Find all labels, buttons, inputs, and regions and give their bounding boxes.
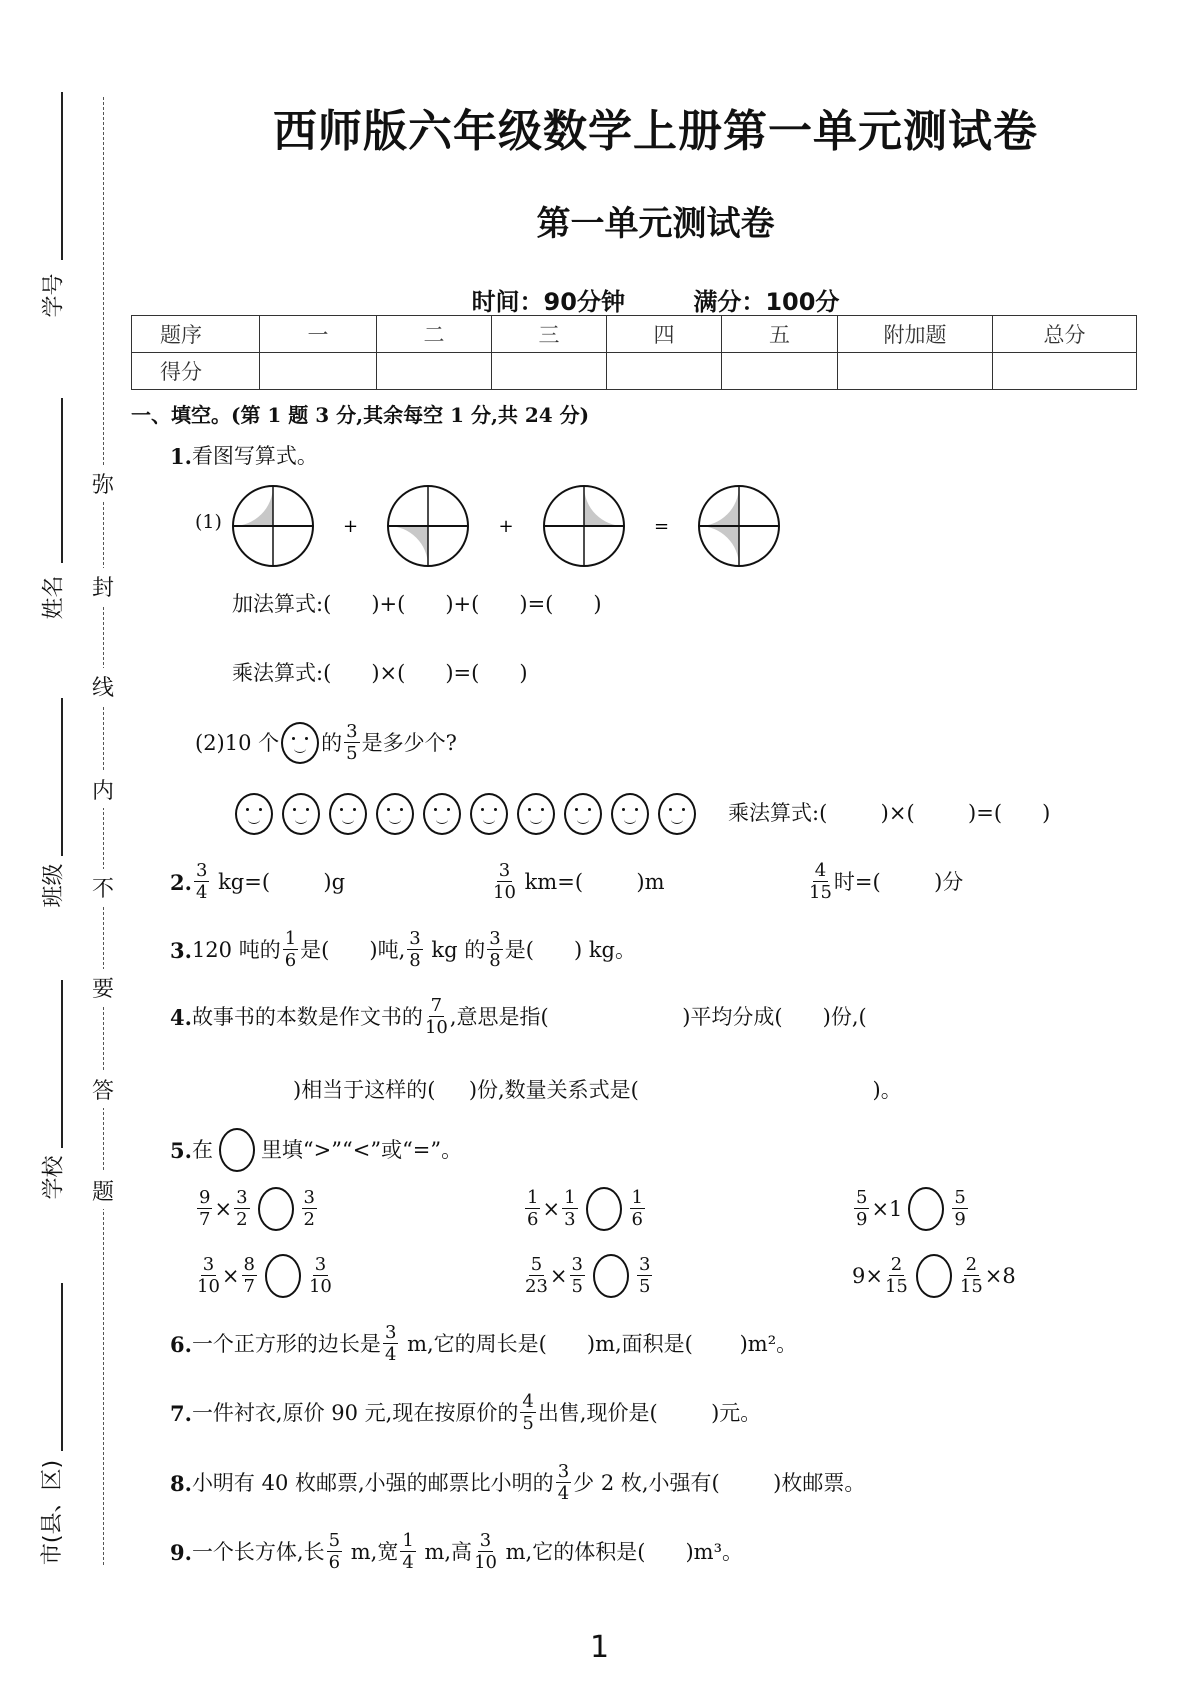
text: 是( )吨,: [300, 937, 406, 962]
score-table-cell[interactable]: [607, 353, 722, 390]
denominator: 6: [527, 1209, 539, 1230]
text: 120 吨的: [191, 937, 281, 962]
question-9: [170, 1532, 743, 1572]
denominator: 4: [384, 1344, 397, 1365]
fraction: [570, 1256, 585, 1296]
question-number: 8.: [170, 1470, 192, 1496]
numerator: 1: [284, 928, 297, 949]
denominator: 8: [489, 950, 501, 971]
fraction: [556, 1463, 571, 1503]
question-8: [170, 1463, 865, 1503]
fraction-circles-figure: [220, 480, 800, 572]
multiplication-formula: 乘法算式:( )×( )=( ): [232, 661, 528, 685]
page-number: 1: [590, 1630, 610, 1665]
fraction: [197, 1189, 212, 1229]
numerator: 3: [314, 1254, 327, 1275]
text: 少 2 枚,小强有( )枚邮票。: [573, 1470, 866, 1495]
score-table: [131, 315, 1137, 390]
denominator: 6: [328, 1552, 341, 1573]
denominator: 9: [954, 1209, 966, 1230]
text: ×8: [984, 1263, 1016, 1288]
text: )相当于这样的( )份,数量关系式是( )。: [253, 1078, 902, 1102]
score-table-header-cell: 一: [260, 316, 377, 353]
denominator: 23: [525, 1276, 548, 1297]
denominator: 5: [571, 1276, 583, 1297]
denominator: 5: [638, 1276, 651, 1297]
numerator: 1: [564, 1187, 576, 1208]
numerator: 7: [430, 995, 443, 1016]
smiley-icon: [658, 793, 696, 835]
text: ×1: [871, 1196, 903, 1221]
q1-part2: [195, 722, 457, 764]
comparison-circle: [219, 1128, 255, 1172]
fraction: [474, 1532, 497, 1572]
comparison-item: [852, 1187, 970, 1231]
denominator: 4: [195, 882, 208, 903]
question-1: [170, 446, 318, 467]
fraction: [525, 1256, 548, 1296]
question-5: [170, 1128, 462, 1172]
denominator: 10: [424, 1017, 448, 1038]
fraction: [425, 997, 448, 1037]
score-table-cell[interactable]: [993, 353, 1137, 390]
smiley-icon: [329, 793, 367, 835]
score-table-header-cell: 二: [377, 316, 492, 353]
seal-char: 弥: [92, 465, 114, 502]
text: m,宽: [344, 1539, 399, 1564]
denominator: 10: [493, 882, 516, 903]
numerator: 3: [489, 928, 501, 949]
comparison-item: [523, 1187, 647, 1231]
fraction: [407, 930, 422, 970]
question-number: 3.: [170, 937, 192, 963]
fraction: [562, 1189, 577, 1229]
sub-title: 第一单元测试卷: [536, 204, 775, 244]
fraction: [344, 723, 359, 763]
denominator: 2: [303, 1209, 315, 1230]
text: ,意思是指( )平均分成( )份,(: [449, 1004, 867, 1029]
fraction: [525, 1189, 540, 1229]
field-class: 班级: [41, 863, 67, 908]
score-table-header-cell: 总分: [993, 316, 1137, 353]
score-table-cell[interactable]: [260, 353, 377, 390]
text: 时=( )分: [833, 869, 964, 894]
numerator: 5: [328, 1530, 341, 1551]
fraction: [400, 1532, 415, 1572]
fraction: [630, 1189, 645, 1229]
fraction: [383, 1324, 398, 1364]
question-number: 1.: [170, 444, 192, 469]
operator: =: [653, 516, 670, 537]
numerator: 2: [965, 1254, 978, 1275]
numerator: 3: [195, 860, 208, 881]
smiley-row: [230, 793, 700, 835]
field-city: 市(县、区): [40, 1459, 66, 1566]
comparison-circle[interactable]: [258, 1187, 294, 1231]
seal-char: 要: [92, 969, 114, 1006]
comparison-item: [852, 1254, 1016, 1298]
comparison-circle[interactable]: [593, 1254, 629, 1298]
fraction: [327, 1532, 342, 1572]
denominator: 15: [959, 1276, 983, 1297]
text: kg 的: [424, 937, 486, 962]
text: ×: [221, 1263, 240, 1288]
denominator: 7: [243, 1276, 255, 1297]
margin-line: [61, 1283, 63, 1451]
fraction: [885, 1256, 908, 1296]
text: 一个长方体,长: [191, 1539, 325, 1564]
denominator: 5: [522, 1413, 534, 1434]
denominator: 9: [856, 1209, 868, 1230]
smiley-icon: [282, 793, 320, 835]
score-table-cell[interactable]: [838, 353, 993, 390]
question-number: 5.: [170, 1137, 192, 1163]
seal-char: 线: [92, 668, 114, 705]
margin-line: [61, 980, 63, 1148]
question-4-line1: [170, 997, 867, 1037]
field-student-id: 学号: [41, 273, 67, 318]
operator: +: [498, 516, 514, 537]
fraction: [487, 930, 502, 970]
section-heading: [131, 405, 589, 425]
smiley-icon: [376, 793, 414, 835]
numerator: 3: [409, 928, 421, 949]
text: 的: [321, 730, 343, 755]
numerator: 3: [479, 1530, 492, 1551]
score-table-header-cell: 五: [722, 316, 838, 353]
score-table-header-row: [132, 316, 1137, 353]
seal-char: 题: [92, 1172, 114, 1209]
smiley-icon: [423, 793, 461, 835]
fraction: [242, 1256, 257, 1296]
score-table-cell[interactable]: [492, 353, 607, 390]
question-number: 7.: [170, 1400, 192, 1426]
numerator: 9: [199, 1187, 211, 1208]
fraction-circle: [544, 486, 624, 566]
score-table-score-row: [132, 353, 1137, 390]
denominator: 5: [346, 743, 358, 764]
seal-char: 不: [92, 869, 114, 906]
seal-dashed-line: [103, 97, 104, 1565]
seal-char: 封: [92, 568, 114, 605]
comparison-circle[interactable]: [265, 1254, 301, 1298]
fraction: [309, 1256, 332, 1296]
margin-line: [61, 698, 63, 856]
part2-multiplication-formula: 乘法算式:( )×( )=( ): [728, 801, 1051, 825]
text: 一件衬衣,原价 90 元,现在按原价的: [191, 1400, 519, 1425]
field-school: 学校: [41, 1155, 67, 1200]
text: 9×: [852, 1263, 883, 1288]
smiley-icon: [235, 793, 273, 835]
text: ×: [542, 1196, 561, 1221]
text: 一个正方形的边长是: [191, 1331, 381, 1356]
fraction: [283, 930, 298, 970]
addition-formula: 加法算式:( )+( )+( )=( ): [232, 592, 602, 616]
text: 里填“>”“<”或“=”。: [260, 1137, 463, 1162]
text: m,它的周长是( )m,面积是( )m²。: [400, 1331, 798, 1356]
numerator: 3: [346, 721, 358, 742]
text: 是多少个?: [361, 730, 457, 755]
denominator: 10: [197, 1276, 220, 1297]
fraction: [952, 1189, 967, 1229]
fraction-circle: [699, 486, 779, 566]
full-score: 满分：100分: [693, 288, 840, 316]
exam-meta: [60, 282, 1191, 317]
fraction: [854, 1189, 869, 1229]
fraction: [197, 1256, 220, 1296]
comparison-circle[interactable]: [586, 1187, 622, 1231]
section-heading-text: 一、填空。(第 1 题 3 分,其余每空 1 分,共 24 分): [131, 403, 590, 427]
text: 是( ) kg。: [504, 937, 636, 962]
comparison-item: [523, 1254, 654, 1298]
denominator: 2: [236, 1209, 248, 1230]
comparison-item: [195, 1254, 334, 1298]
question-number: 9.: [170, 1539, 192, 1565]
denominator: 6: [631, 1209, 643, 1230]
numerator: 1: [527, 1187, 539, 1208]
score-table-header-cell: 题序: [132, 316, 260, 353]
smiley-icon: [281, 722, 319, 764]
numerator: 3: [384, 1322, 397, 1343]
question-4-line2: [253, 1080, 902, 1101]
question-2b: [491, 862, 665, 902]
numerator: 5: [530, 1254, 543, 1275]
fraction-circle: [388, 486, 468, 566]
numerator: 3: [638, 1254, 651, 1275]
denominator: 10: [308, 1276, 332, 1297]
question-6: [170, 1324, 797, 1364]
time-limit: 时间：90分钟: [471, 288, 625, 316]
margin-line: [61, 398, 63, 563]
comparison-item: [195, 1187, 319, 1231]
score-table-cell[interactable]: [377, 353, 492, 390]
denominator: 10: [474, 1552, 497, 1573]
text: 小明有 40 枚邮票,小强的邮票比小明的: [191, 1470, 554, 1495]
text: m,它的体积是( )m³。: [498, 1539, 744, 1564]
text: km=( )m: [517, 869, 665, 894]
fraction: [493, 862, 516, 902]
seal-char: 答: [92, 1071, 114, 1108]
fraction: [234, 1189, 249, 1229]
numerator: 3: [202, 1254, 215, 1275]
numerator: 1: [402, 1530, 414, 1551]
denominator: 6: [284, 950, 297, 971]
fraction: [637, 1256, 652, 1296]
fraction-circle: [233, 486, 313, 566]
question-2a: [170, 862, 345, 902]
numerator: 4: [522, 1391, 534, 1412]
smiley-icon: [564, 793, 602, 835]
numerator: 5: [856, 1187, 868, 1208]
score-table-cell[interactable]: [722, 353, 838, 390]
text: 出售,现价是( )元。: [537, 1400, 762, 1425]
field-name: 姓名: [41, 575, 67, 620]
numerator: 3: [236, 1187, 248, 1208]
denominator: 8: [409, 950, 421, 971]
text: (2)10 个: [195, 730, 280, 755]
numerator: 4: [814, 860, 827, 881]
smiley-icon: [611, 793, 649, 835]
denominator: 4: [557, 1483, 570, 1504]
denominator: 7: [199, 1209, 211, 1230]
denominator: 4: [402, 1552, 414, 1573]
numerator: 3: [571, 1254, 583, 1275]
text: kg=( )g: [211, 869, 346, 894]
numerator: 1: [631, 1187, 643, 1208]
question-7: [170, 1393, 761, 1433]
question-number: 6.: [170, 1331, 192, 1357]
numerator: 3: [303, 1187, 315, 1208]
fraction: [809, 862, 832, 902]
denominator: 3: [564, 1209, 576, 1230]
fraction: [302, 1189, 317, 1229]
text: 在: [191, 1137, 213, 1162]
smiley-icon: [470, 793, 508, 835]
question-2c: [807, 862, 963, 902]
seal-char: 内: [92, 771, 114, 808]
text: ×: [214, 1196, 233, 1221]
comparison-circle[interactable]: [908, 1187, 944, 1231]
comparison-circle[interactable]: [916, 1254, 952, 1298]
score-table-header-cell: 四: [607, 316, 722, 353]
question-text: 看图写算式。: [191, 444, 318, 468]
score-table-header-cell: 附加题: [838, 316, 993, 353]
score-table-cell: 得分: [132, 353, 260, 390]
q1-part1-label: (1): [195, 511, 222, 533]
numerator: 5: [954, 1187, 966, 1208]
operator: +: [342, 516, 359, 537]
denominator: 15: [884, 1276, 908, 1297]
text: ×: [549, 1263, 568, 1288]
question-number: 2.: [170, 869, 192, 895]
question-3: [170, 930, 636, 970]
text: 故事书的本数是作文书的: [191, 1004, 423, 1029]
score-table-header-cell: 三: [492, 316, 607, 353]
fraction: [194, 862, 209, 902]
fraction: [520, 1393, 535, 1433]
denominator: 15: [809, 882, 832, 903]
numerator: 3: [557, 1461, 570, 1482]
smiley-icon: [517, 793, 555, 835]
text: m,高: [417, 1539, 473, 1564]
fraction: [960, 1256, 983, 1296]
numerator: 3: [498, 860, 511, 881]
numerator: 8: [243, 1254, 255, 1275]
question-number: 4.: [170, 1004, 192, 1030]
numerator: 2: [890, 1254, 903, 1275]
main-title: 西师版六年级数学上册第一单元测试卷: [273, 106, 1038, 157]
